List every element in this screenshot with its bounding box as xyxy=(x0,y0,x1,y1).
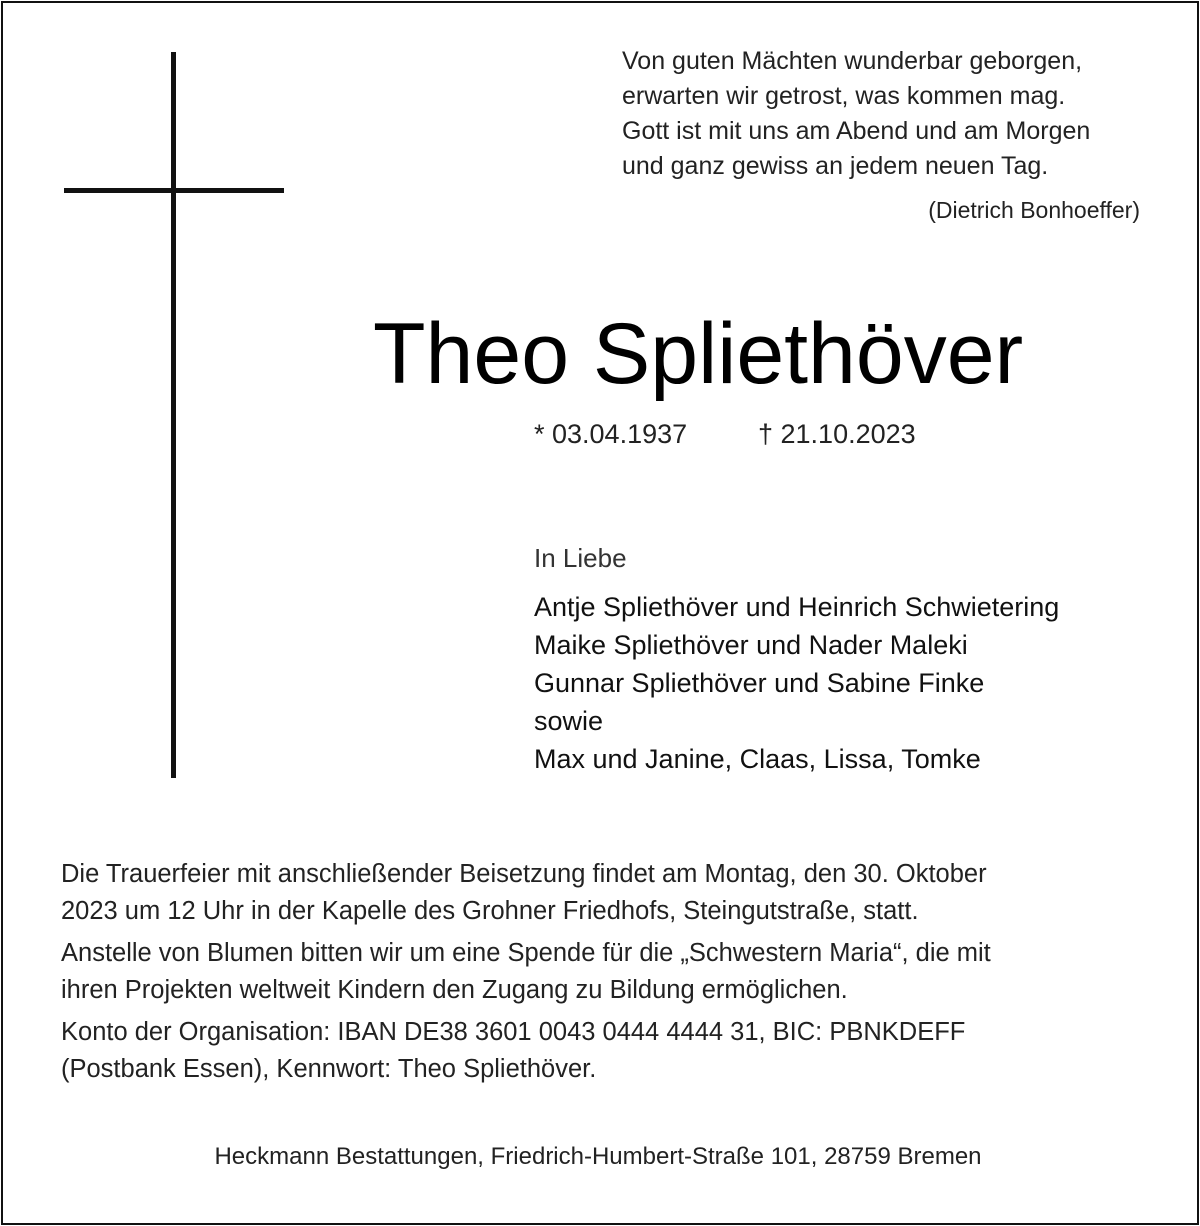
birth-date: * 03.04.1937 xyxy=(534,419,688,449)
notice-line: ihren Projekten weltweit Kindern den Zugang zu Bildung ermöglichen. xyxy=(61,976,848,1004)
notice-line: Anstelle von Blumen bitten wir um eine Spende für die „Schwestern Maria“, die mit xyxy=(61,939,991,967)
mourner-line: Max und Janine, Claas, Lissa, Tomke xyxy=(534,744,981,774)
mourner-line: sowie xyxy=(534,706,604,736)
poem-line: erwarten wir getrost, was kommen mag. xyxy=(622,82,1066,110)
poem-line: und ganz gewiss an jedem neuen Tag. xyxy=(622,152,1049,180)
mourner-line: Antje Spliethöver und Heinrich Schwietering xyxy=(534,592,1060,622)
poem-quote xyxy=(622,44,1162,184)
mourner-line: Gunnar Spliethöver und Sabine Finke xyxy=(534,668,985,698)
death-date: † 21.10.2023 xyxy=(758,419,916,449)
mourner-line: Maike Spliethöver und Nader Maleki xyxy=(534,630,968,660)
deceased-name: Theo Spliethöver xyxy=(373,306,1024,402)
notice-line: Konto der Organisation: IBAN DE38 3601 0043 0444 4444 31, BIC: PBNKDEFF xyxy=(61,1018,966,1046)
funeral-paragraph xyxy=(61,856,1141,930)
cross-vertical-bar xyxy=(171,52,176,778)
account-paragraph xyxy=(61,1014,1141,1088)
notice-line: Die Trauerfeier mit anschließender Beisetzung findet am Montag, den 30. Oktober xyxy=(61,860,987,888)
mourners-intro: In Liebe xyxy=(534,543,627,573)
donation-paragraph xyxy=(61,935,1141,1009)
poem-line: Von guten Mächten wunderbar geborgen, xyxy=(622,47,1083,75)
undertaker-footer: Heckmann Bestattungen, Friedrich-Humbert-Straße 101, 28759 Bremen xyxy=(214,1143,982,1170)
poem-author: (Dietrich Bonhoeffer) xyxy=(928,197,1140,223)
mourners-list xyxy=(534,588,1059,778)
funeral-notice xyxy=(61,856,1141,1093)
poem-line: Gott ist mit uns am Abend und am Morgen xyxy=(622,117,1091,145)
notice-line: (Postbank Essen), Kennwort: Theo Spliethöver. xyxy=(61,1055,597,1083)
cross-horizontal-bar xyxy=(64,188,284,193)
notice-line: 2023 um 12 Uhr in der Kapelle des Grohner Friedhofs, Steingutstraße, statt. xyxy=(61,897,919,925)
